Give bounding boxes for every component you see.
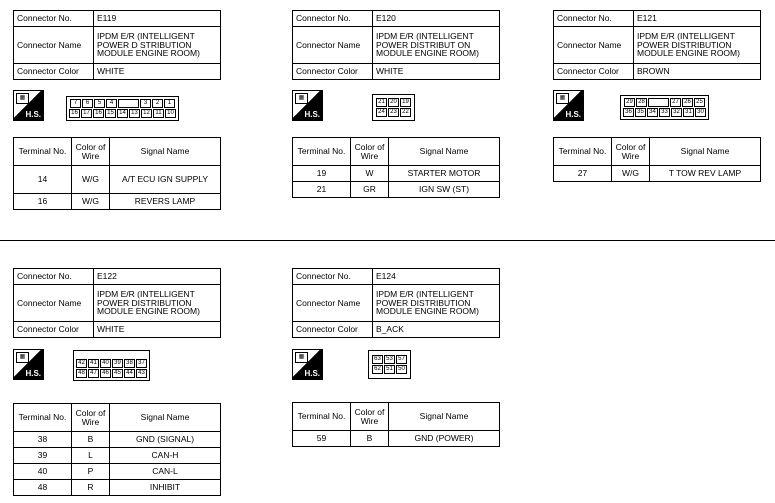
pin: 26 <box>682 98 693 107</box>
pin: 10 <box>165 109 176 118</box>
signal-name-header: Signal Name <box>389 138 500 166</box>
signal-table <box>292 137 500 198</box>
wire-cell: W <box>351 166 389 182</box>
connector-no-label: Connector No. <box>293 269 373 285</box>
pin: 34 <box>647 108 658 117</box>
pin: 42 <box>76 359 87 368</box>
pin: 39 <box>112 359 123 368</box>
wire-cell: B <box>351 431 389 447</box>
pin: 17 <box>81 109 92 118</box>
terminal-cell: 21 <box>293 182 351 198</box>
hs-label: H.S. <box>304 369 320 378</box>
connector-name-label: Connector Name <box>554 27 634 64</box>
pin: 29 <box>624 98 635 107</box>
connector-symbol-icon: ▦ <box>16 93 29 104</box>
connector-face-diagram <box>73 350 150 381</box>
signal-cell: STARTER MOTOR <box>389 166 500 182</box>
pin: 50 <box>396 365 407 374</box>
connector-color-label: Connector Color <box>14 322 94 338</box>
pin: 16 <box>93 109 104 118</box>
connector-face-diagram <box>66 96 179 121</box>
table-row <box>14 432 221 448</box>
table-row <box>14 194 221 210</box>
terminal-cell: 27 <box>554 166 612 182</box>
hs-label: H.S. <box>25 369 41 378</box>
terminal-cell: 59 <box>293 431 351 447</box>
wire-cell: GR <box>351 182 389 198</box>
connector-no-value: E124 <box>373 269 500 285</box>
pin: 15 <box>105 109 116 118</box>
connector-e120 <box>292 10 500 80</box>
pin: 23 <box>388 108 399 117</box>
signal-cell: A/T ECU IGN SUPPLY <box>110 166 221 194</box>
connector-name-value: IPDM E/R (INTELLIGENT POWER DISTRIBUT ON MODULE ENGINE ROOM) <box>373 27 500 64</box>
connector-no-value: E121 <box>634 11 761 27</box>
connector-color-value: B_ACK <box>373 322 500 338</box>
section-divider <box>0 240 775 241</box>
connector-name-value: IPDM E/R (INTELLIGENT POWER D STRIBUTION MODULE ENGINE ROOM) <box>94 27 221 64</box>
connector-no-label: Connector No. <box>14 11 94 27</box>
pin: 1 <box>164 99 175 108</box>
signal-name-header: Signal Name <box>110 404 221 432</box>
signal-cell: CAN-H <box>110 448 221 464</box>
pin: 48 <box>76 369 87 378</box>
pin: 30 <box>695 108 706 117</box>
signal-cell: REVERS LAMP <box>110 194 221 210</box>
pin: 41 <box>88 359 99 368</box>
connector-e122 <box>13 268 221 338</box>
wire-color-header: Color of Wire <box>351 138 389 166</box>
pin: 31 <box>683 108 694 117</box>
connector-no-label: Connector No. <box>14 269 94 285</box>
pin: 36 <box>623 108 634 117</box>
hs-label: H.S. <box>25 110 41 119</box>
pin: 16 <box>69 109 80 118</box>
connector-no-value: E119 <box>94 11 221 27</box>
connector-name-label: Connector Name <box>293 285 373 322</box>
terminal-table-e119 <box>13 137 221 210</box>
connector-name-value: IPDM E/R (INTELLIGENT POWER DISTRIBUTION MODULE ENGINE ROOM) <box>373 285 500 322</box>
pin: 40 <box>100 359 111 368</box>
connector-name-label: Connector Name <box>14 27 94 64</box>
pin: 7 <box>70 99 81 108</box>
connector-color-value: WHITE <box>373 64 500 80</box>
wire-cell: W/G <box>72 166 110 194</box>
pin: 19 <box>400 98 411 107</box>
connector-name-label: Connector Name <box>14 285 94 322</box>
connector-info-table <box>13 268 221 338</box>
terminal-no-header: Terminal No. <box>14 404 72 432</box>
pin: 35 <box>635 108 646 117</box>
table-row <box>293 182 500 198</box>
pin: 57 <box>396 355 407 364</box>
pin: 45 <box>112 369 123 378</box>
terminal-cell: 48 <box>14 480 72 496</box>
wire-cell: B <box>72 432 110 448</box>
connector-no-label: Connector No. <box>554 11 634 27</box>
terminal-cell: 39 <box>14 448 72 464</box>
connector-color-label: Connector Color <box>14 64 94 80</box>
harness-side-icon <box>13 349 44 380</box>
terminal-table-e122 <box>13 403 221 496</box>
signal-name-header: Signal Name <box>650 138 761 166</box>
pin: 22 <box>400 108 411 117</box>
harness-side-icon <box>292 90 323 121</box>
connector-color-value: WHITE <box>94 322 221 338</box>
harness-side-icon <box>292 349 323 380</box>
signal-name-header: Signal Name <box>389 403 500 431</box>
connector-symbol-icon: ▦ <box>556 93 569 104</box>
table-row <box>554 166 761 182</box>
wire-color-header: Color of Wire <box>612 138 650 166</box>
connector-no-value: E120 <box>373 11 500 27</box>
pin: 14 <box>117 109 128 118</box>
pin: 5 <box>94 99 105 108</box>
terminal-no-header: Terminal No. <box>554 138 612 166</box>
signal-table <box>13 403 221 496</box>
connector-face-diagram <box>620 95 709 120</box>
terminal-table-e124 <box>292 402 500 447</box>
wire-color-header: Color of Wire <box>72 138 110 166</box>
pin: 53 <box>384 355 395 364</box>
signal-cell: IGN SW (ST) <box>389 182 500 198</box>
harness-side-icon <box>553 90 584 121</box>
connector-symbol-icon: ▦ <box>295 352 308 363</box>
connector-e124 <box>292 268 500 338</box>
pin: 4 <box>106 99 117 108</box>
connector-e119 <box>13 10 221 80</box>
terminal-no-header: Terminal No. <box>293 403 351 431</box>
connector-symbol-icon: ▦ <box>16 352 29 363</box>
connector-color-value: BROWN <box>634 64 761 80</box>
connector-color-label: Connector Color <box>293 64 373 80</box>
hs-label: H.S. <box>565 110 581 119</box>
pin: 21 <box>376 98 387 107</box>
connector-e121 <box>553 10 761 80</box>
signal-cell: CAN-L <box>110 464 221 480</box>
terminal-table-e120 <box>292 137 500 198</box>
pin: 27 <box>670 98 681 107</box>
pin: 47 <box>88 369 99 378</box>
connector-info-table <box>292 268 500 338</box>
pin: 63 <box>372 355 383 364</box>
pin: 62 <box>372 365 383 374</box>
wire-cell: W/G <box>612 166 650 182</box>
harness-side-icon <box>13 90 44 121</box>
pin: 2 <box>152 99 163 108</box>
connector-color-label: Connector Color <box>293 322 373 338</box>
connector-face-diagram <box>372 94 415 121</box>
signal-name-header: Signal Name <box>110 138 221 166</box>
signal-table <box>13 137 221 210</box>
pin: 38 <box>124 359 135 368</box>
table-row <box>14 448 221 464</box>
connector-color-label: Connector Color <box>554 64 634 80</box>
signal-cell: INHIBIT <box>110 480 221 496</box>
connector-info-table <box>292 10 500 80</box>
terminal-cell: 40 <box>14 464 72 480</box>
pin: 51 <box>384 365 395 374</box>
connector-symbol-icon: ▦ <box>295 93 308 104</box>
connector-face-diagram <box>368 350 411 379</box>
pin: 32 <box>671 108 682 117</box>
terminal-cell: 16 <box>14 194 72 210</box>
wire-cell: P <box>72 464 110 480</box>
wire-color-header: Color of Wire <box>72 404 110 432</box>
terminal-cell: 19 <box>293 166 351 182</box>
signal-cell: GND (SIGNAL) <box>110 432 221 448</box>
pin: 3 <box>140 99 151 108</box>
signal-cell: GND (POWER) <box>389 431 500 447</box>
pin: 20 <box>388 98 399 107</box>
terminal-no-header: Terminal No. <box>293 138 351 166</box>
wire-cell: W/G <box>72 194 110 210</box>
wire-cell: L <box>72 448 110 464</box>
table-row <box>293 166 500 182</box>
table-row <box>293 431 500 447</box>
table-row <box>14 480 221 496</box>
terminal-no-header: Terminal No. <box>14 138 72 166</box>
pin: 11 <box>153 109 164 118</box>
signal-table <box>553 137 761 182</box>
connector-name-label: Connector Name <box>293 27 373 64</box>
pin-gap <box>118 99 139 108</box>
pin: 25 <box>694 98 705 107</box>
pin-gap <box>648 98 669 107</box>
connector-no-value: E122 <box>94 269 221 285</box>
table-row <box>14 166 221 194</box>
terminal-cell: 38 <box>14 432 72 448</box>
signal-cell: T TOW REV LAMP <box>650 166 761 182</box>
table-row <box>14 464 221 480</box>
wire-cell: R <box>72 480 110 496</box>
pin: 33 <box>659 108 670 117</box>
pin: 43 <box>136 369 147 378</box>
pin: 44 <box>124 369 135 378</box>
connector-name-value: IPDM E/R (INTELLIGENT POWER DISTRIBUTION MODULE ENGINE ROOM) <box>94 285 221 322</box>
pin: 46 <box>100 369 111 378</box>
connector-name-value: IPDM E/R (INTELLIGENT POWER DISTRIBUTION MODULE ENGINE ROOM) <box>634 27 761 64</box>
terminal-cell: 14 <box>14 166 72 194</box>
pin: 13 <box>129 109 140 118</box>
pin: 6 <box>82 99 93 108</box>
wire-color-header: Color of Wire <box>351 403 389 431</box>
terminal-table-e121 <box>553 137 761 182</box>
pin: 37 <box>136 359 147 368</box>
pin: 28 <box>636 98 647 107</box>
connector-info-table <box>553 10 761 80</box>
connector-color-value: WHITE <box>94 64 221 80</box>
signal-table <box>292 402 500 447</box>
pin: 24 <box>376 108 387 117</box>
connector-no-label: Connector No. <box>293 11 373 27</box>
hs-label: H.S. <box>304 110 320 119</box>
pin: 12 <box>141 109 152 118</box>
connector-info-table <box>13 10 221 80</box>
